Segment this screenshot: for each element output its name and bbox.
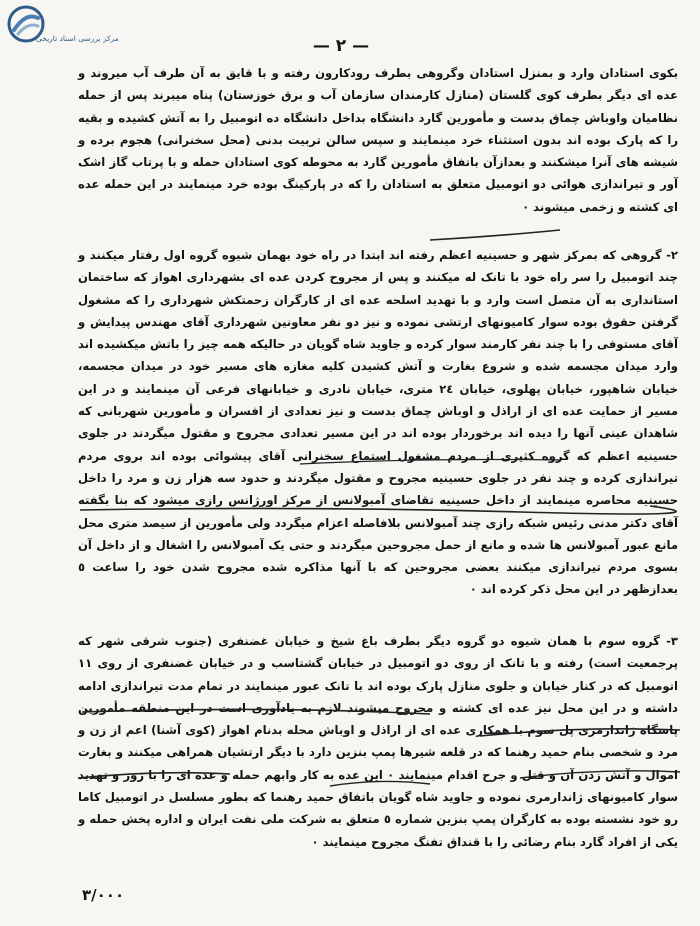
footer-number: ٣/٠٠٠ bbox=[82, 886, 125, 904]
paragraph-2: ٢- گروهی که بمرکز شهر و حسینیه اعظم رفته اند ابتدا در راه خود بهمان شیوه گروه اول رفتار میکنند و چند اتومبیل را سر راه خود با تانک له میکنند و پس از مجروح کردن عده ای بشهرداری اهواز که ساختمان استانداری به آن متصل است وارد و با تهدید اسلحه عده ای از کارگران زحمتکش شهرداری را که مشغول گرفتن حقوق بوده سوار کامیونهای ارتشی نموده و نیز دو نفر معاونین شهرداری آقای مهندس پیدایش و آقای مستوفی را با چند نفر کارمند سوار کرده و جاوید شاه گویان در حالیکه همه چیز را باتش میکشیده اند وارد میدان مجسمه شده و شروع بغارت و آتش کشیدن کلیه مغازه های مسیر خود در میدان مجسمه، خیابان شاهپور، خیابان پهلوی، خیابان ٢٤ متری، خیابان نادری و خیابانهای فرعی آن مینمایند و در این مسیر از حمایت عده ای از اراذل و اوباش چماق بدست و نیز تعدادی از افسران و مأمورین شهربانی که شاهدان عینی آنها را دیده اند برخوردار بوده اند در این مسیر تعدادی مجروح و مقتول میگردند در جلوی حسینیه اعظم که گروه کثیری از مردم مشغول استماع سخنرانی آقای پیشوائی بوده اند بروی مردم تیراندازی کرده و چند نفر در جلوی حسینیه مجروح و مقتول میگردند و حدود سه هزار زن و مرد را داخل حسینیه محاصره مینمایند از داخل حسینیه تقاضای آمبولانس از مرکز اورژانس رازی میشود که بنا بگفته آقای دکتر مدنی رئیس شبکه رازی چند آمبولانس بلافاصله اعزام میگردد ولی مأمورین از سیصد متری محل مانع عبور آمبولانس ها شده و مانع از حمل مجروحین میگردند و حتی یک آمبولانس را اشغال و از داخل آن بسوی مردم تیراندازی میکنند بعضی مجروحین که با آنها مذاکره شده مجروح شدن خود را ساعت ٥ بعدازظهر در این محل ذکر کرده اند ۰ bbox=[78, 248, 678, 597]
paragraph-3: ٣- گروه سوم با همان شیوه دو گروه دیگر بطرف باغ شیخ و خیابان غضنفری (جنوب شرقی شهر که پرجمعیت است) رفته و با تانک از روی دو اتومبیل در خیابان گشتاسب و در خیابان غضنفری از روی ١١ اتومبیل که در کنار خیابان و جلوی منازل پارک بوده اند با تانک عبور مینمایند در تمام مدت تیراندازی ادامه داشته و در این محل نیز عده ای کشته و مجروح میشوند لازم به یادآوری است در این منطقه مأمورین پاسگاه ژاندارمری پل سوم با همکاری عده ای از اراذل و اوباش محله بدنام اهواز (کوی آشنا) اعم از زن و مرد و شخصی بنام حمید رهنما که در قلعه شیرها پمپ بنزین دارد با دیگر ارتشیان همراهی میکنند و بغارت اموال و آتش زدن آن و قتل و جرح اقدام مینمایند ۰ این عده به کار وابهم حمله و عده ای را با زور و تهدید سوار کامیونهای ژاندارمری نموده و جاوید شاه گویان باتفاق حمید رهنما که بطور مسلسل در اتومبیل کاما رو خود نشسته بوده به کارگران پمپ بنزین شماره ٥ متعلق به شرکت ملی نفت ایران و اداره پخش حمله و یکی از افراد گارد بنام رضائی را با قنداق تفنگ مجروح مینمایند ۰ bbox=[78, 634, 678, 849]
logo-caption: مرکز بررسی اسناد تاریخی bbox=[36, 34, 119, 43]
underline-mark bbox=[430, 230, 560, 240]
paragraph-1: بکوی استادان وارد و بمنزل استادان وگروهی بطرف رودکارون رفته و با قایق به آن طرف آب میروند و عده ای دیگر بطرف کوی گلستان (منازل کارمندان سازمان آب و برق خوزستان) پناه میبرند پس از حمله نظامیان واوباش چماق بدست و مأمورین گارد دانشگاه بداخل دانشگاه ده اتومبیل را به آتش کشیده و بقیه را که پارک بوده اند بدون استثناء خرد مینمایند و سپس سالن تربیت بدنی (محل سخنرانی) هجوم برده و شیشه های آنرا میشکنند و بعدازآن باتفاق مأمورین گارد به محوطه کوی استادان حمله و با پرتاب گاز اشک آور و تیراندازی هوائی دو اتومبیل متعلق به استادان را که در پارکینگ بوده خرد مینمایند در این حمله عده ای کشته و زخمی میشوند ۰ bbox=[78, 66, 678, 214]
archive-logo bbox=[6, 4, 124, 46]
page-number: — ٢ — bbox=[312, 36, 370, 56]
